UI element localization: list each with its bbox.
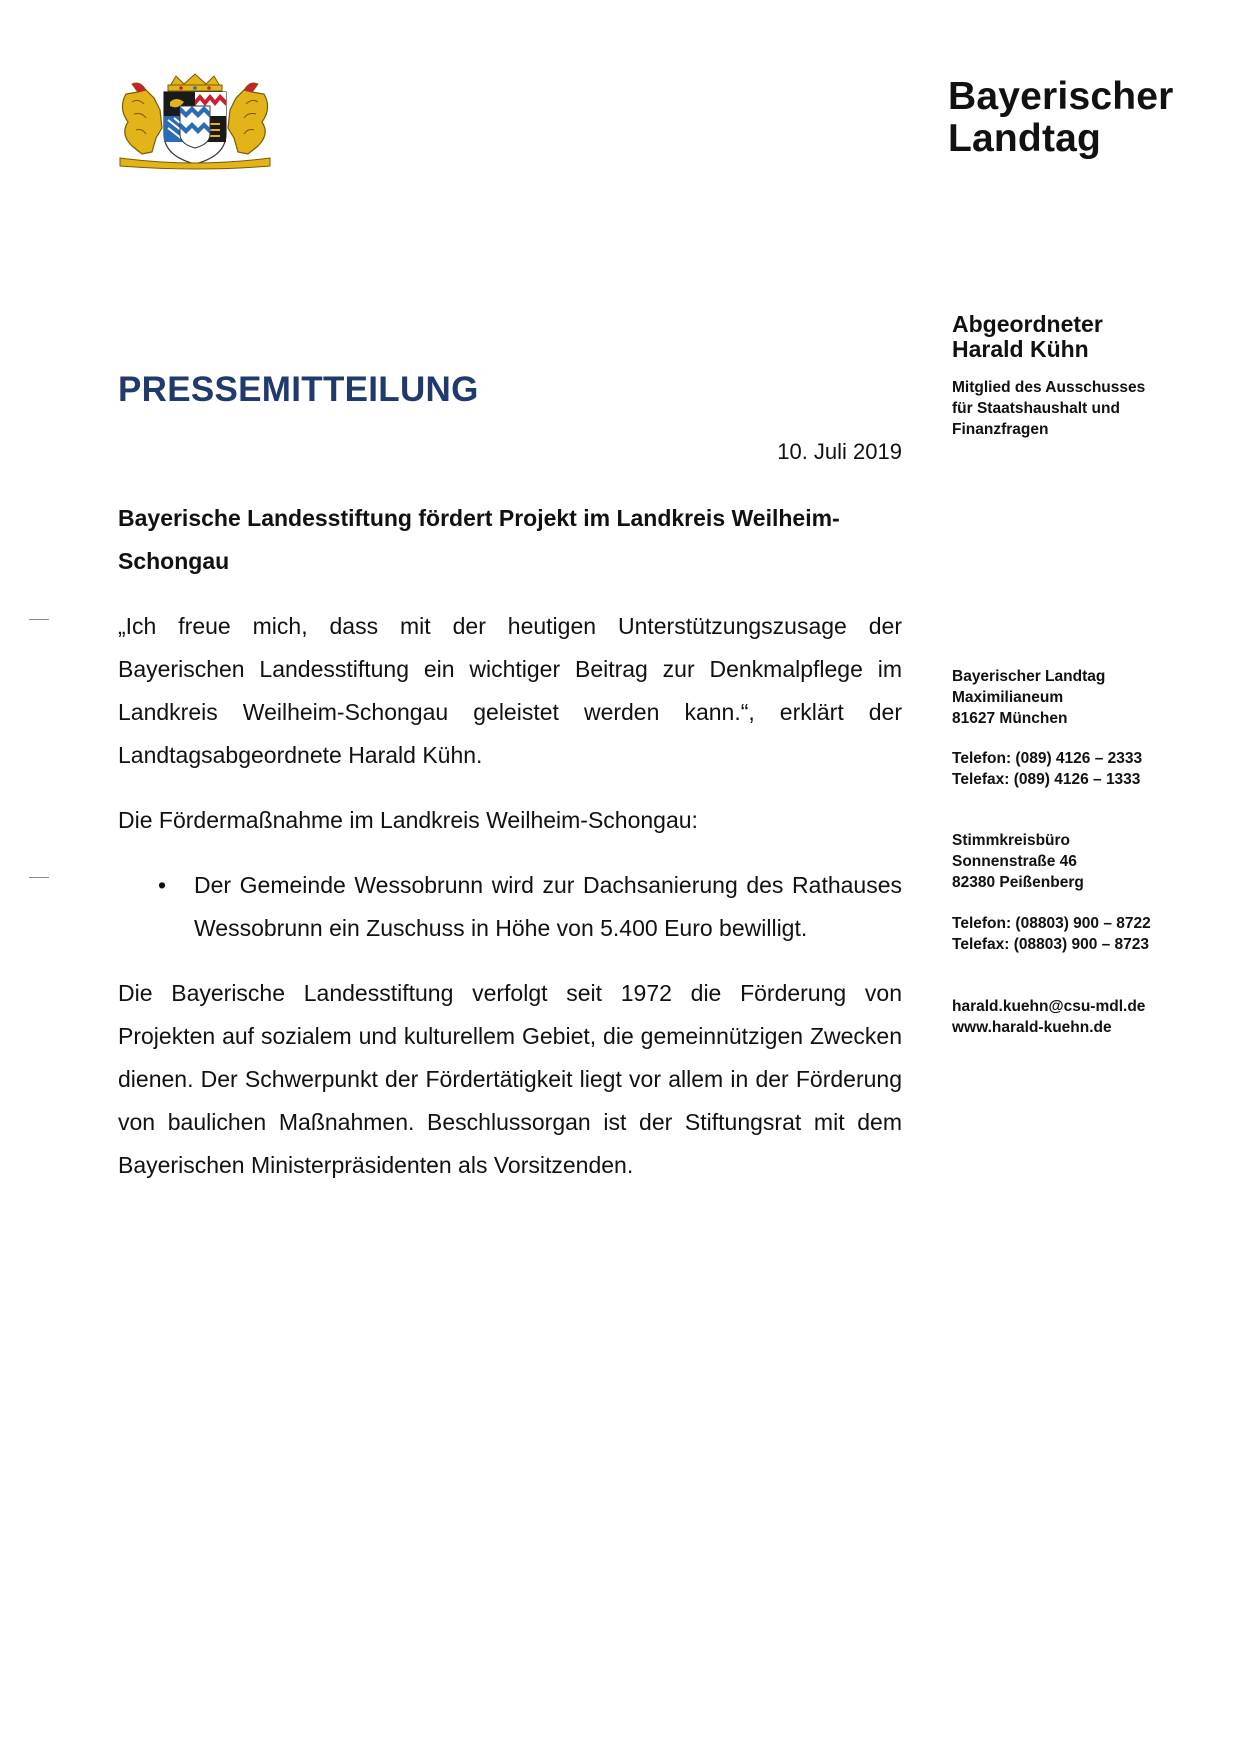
office-street: Maximilianeum bbox=[952, 689, 1064, 706]
office-city: 81627 München bbox=[952, 710, 1068, 727]
closing-paragraph: Die Bayerische Landesstiftung verfolgt seit 1972 die Förderung von Projekten auf sozialem und kulturellem Gebiet, die gemeinnützigen Zwecken dienen. Der Schwerpunkt der Fördertätigkeit liegt vor allem in der Förderung von baulichen Maßnahmen. Beschlussorgan ist der Stiftungsrat mit dem Bayerischen Ministerpräsidenten als Vorsitzenden. bbox=[118, 980, 902, 1178]
quote-paragraph: „Ich freue mich, dass mit der heutigen Unterstützungszusage der Bayerischen Landesstiftung ein wichtiger Beitrag zur Denkmalpflege im Landkreis Weilheim-Schongau geleistet werden kann.“, erklärt der Landtagsabgeordnete Harald Kühn. bbox=[118, 613, 902, 768]
website-link[interactable]: www.harald-kuehn.de bbox=[952, 1019, 1112, 1036]
member-role-line: Mitglied des Ausschusses bbox=[952, 379, 1146, 396]
bullet-icon: • bbox=[158, 872, 167, 898]
brand-line-2: Landtag bbox=[948, 117, 1102, 160]
page-title: PRESSEMITTEILUNG bbox=[118, 370, 479, 409]
list-item-text: Der Gemeinde Wessobrunn wird zur Dachsanierung des Rathauses Wessobrunn ein Zuschuss in Höhe von 5.400 Euro bewilligt. bbox=[194, 872, 902, 941]
bayerischer-landtag-wordmark bbox=[948, 76, 1174, 160]
funding-list bbox=[118, 864, 902, 950]
list-item bbox=[118, 864, 902, 950]
release-date: 10. Juli 2019 bbox=[777, 439, 902, 464]
office-address bbox=[952, 666, 1202, 729]
press-release-body bbox=[118, 497, 902, 1187]
office-name: Bayerischer Landtag bbox=[952, 668, 1106, 685]
member-role bbox=[952, 377, 1202, 440]
subject-line: Bayerische Landesstiftung fördert Projekt im Landkreis Weilheim-Schongau bbox=[118, 505, 840, 574]
online-contact bbox=[952, 996, 1202, 1038]
member-name: Harald Kühn bbox=[952, 336, 1089, 362]
district-office-address bbox=[952, 830, 1202, 893]
district-fax: Telefax: (08803) 900 – 8723 bbox=[952, 936, 1150, 953]
member-title bbox=[952, 312, 1202, 362]
district-office-street: Sonnenstraße 46 bbox=[952, 853, 1077, 870]
district-phone: Telefon: (08803) 900 – 8722 bbox=[952, 915, 1151, 932]
email-link[interactable]: harald.kuehn@csu-mdl.de bbox=[952, 998, 1146, 1015]
member-role-line: für Staatshaushalt und bbox=[952, 400, 1120, 417]
intro-paragraph: Die Fördermaßnahme im Landkreis Weilheim-Schongau: bbox=[118, 807, 698, 833]
office-phone-block bbox=[952, 748, 1202, 790]
punch-mark bbox=[29, 877, 49, 878]
district-phone-block bbox=[952, 913, 1202, 955]
member-title-line-1: Abgeordneter bbox=[952, 311, 1103, 337]
district-office-name: Stimmkreisbüro bbox=[952, 832, 1071, 849]
office-fax: Telefax: (089) 4126 – 1333 bbox=[952, 771, 1141, 788]
member-info bbox=[952, 312, 1202, 440]
bavarian-coat-of-arms-icon bbox=[116, 72, 274, 170]
fold-mark bbox=[29, 619, 49, 620]
brand-line-1: Bayerischer bbox=[948, 75, 1174, 118]
district-office-city: 82380 Peißenberg bbox=[952, 874, 1084, 891]
office-phone: Telefon: (089) 4126 – 2333 bbox=[952, 750, 1143, 767]
member-role-line: Finanzfragen bbox=[952, 421, 1049, 438]
